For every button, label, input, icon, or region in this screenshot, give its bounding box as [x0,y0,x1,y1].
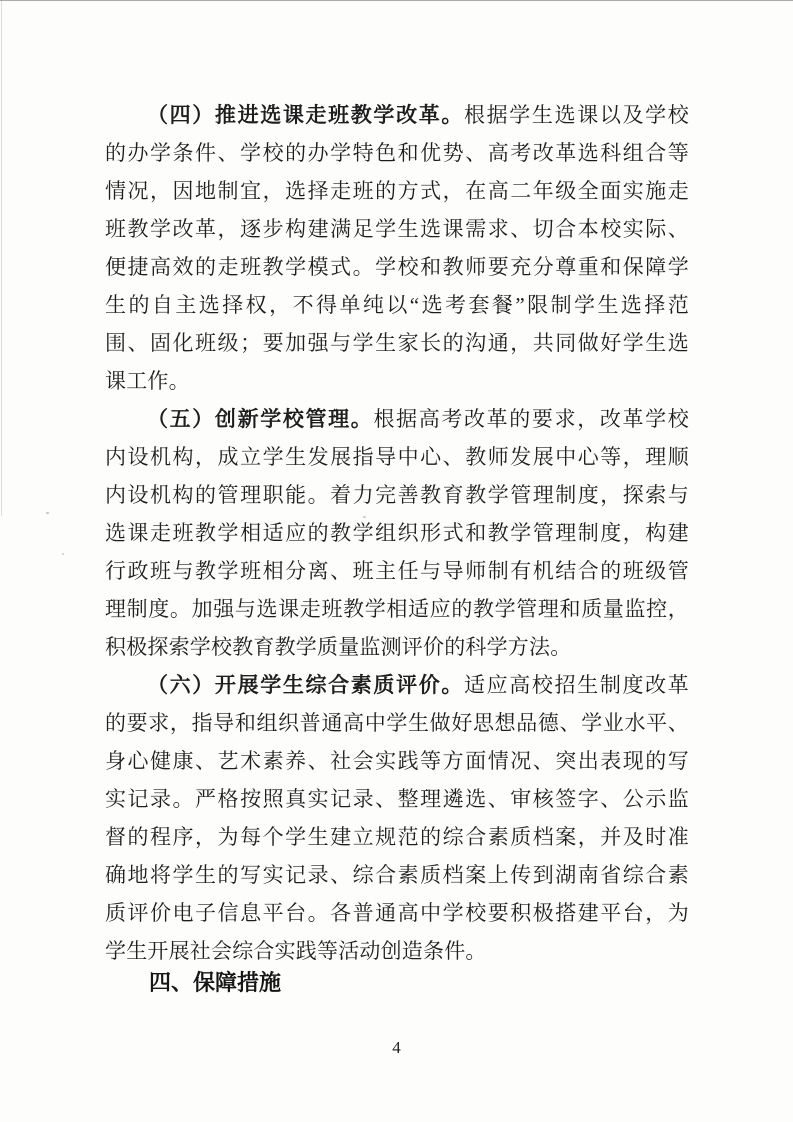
text-line: 情况，因地制宜，选择走班的方式，在高二年级全面实施走 [105,179,689,203]
page-number: 4 [392,1038,401,1057]
scan-edge-left [1,0,2,516]
paragraph-first-line-rest: 根据高考改革的要求，改革学校 [373,407,689,431]
text-line: 积极探索学校教育教学质量监测评价的科学方法。 [105,635,572,659]
text-line: 学生开展社会综合实践等活动创造条件。 [105,939,487,963]
text-line: 身心健康、艺术素养、社会实践等方面情况、突出表现的写 [105,749,689,773]
paragraph-first-line [105,96,689,134]
text-line: 确地将学生的写实记录、综合素质档案上传到湖南省综合素 [105,863,689,887]
paragraph-first-line-rest: 适应高校招生制度改革 [464,673,689,697]
text-line: 生的自主选择权，不得单纯以“选考套餐”限制学生选择范 [105,293,689,317]
paragraph-first-line [105,666,689,704]
text-line: 的办学条件、学校的办学特色和优势、高考改革选科组合等 [105,141,689,165]
paragraphs [105,96,689,970]
scan-speck [62,553,64,555]
scan-speck [46,512,49,514]
text-line: 质评价电子信息平台。各普通高中学校要积极搭建平台，为 [105,901,689,925]
section-heading: 四、保障措施 [149,970,282,995]
paragraph-lead: （六）开展学生综合素质评价。 [147,673,464,697]
text-line: 围、固化班级；要加强与学生家长的沟通，共同做好学生选 [105,331,689,355]
text-line: 实记录。严格按照真实记录、整理遴选、审核签字、公示监 [105,787,689,811]
text-line: 督的程序，为每个学生建立规范的综合素质档案，并及时准 [105,825,689,849]
text-line: 理制度。加强与选课走班教学相适应的教学管理和质量监控， [105,597,689,621]
text-line: 选课走班教学相适应的教学组织形式和教学管理制度，构建 [105,521,689,545]
paragraph-lead: （五）创新学校管理。 [147,407,374,431]
text-line: 便捷高效的走班教学模式。学校和教师要充分尊重和保障学 [105,255,689,279]
document-body [105,96,689,1002]
text-line: 的要求，指导和组织普通高中学生做好思想品德、学业水平、 [105,711,689,735]
paragraph-first-line [105,400,689,438]
text-line: 班教学改革，逐步构建满足学生选课需求、切合本校实际、 [105,217,689,241]
text-line: 内设机构的管理职能。着力完善教育教学管理制度，探索与 [105,483,689,507]
text-line: 内设机构，成立学生发展指导中心、教师发展中心等，理顺 [105,445,689,469]
paragraph-first-line-rest: 根据学生选课以及学校 [464,103,689,127]
text-line: 行政班与教学班相分离、班主任与导师制有机结合的班级管 [105,559,689,583]
scan-edge-top [0,0,793,1]
text-line: 课工作。 [105,369,190,393]
paragraph-lead: （四）推进选课走班教学改革。 [147,103,464,127]
